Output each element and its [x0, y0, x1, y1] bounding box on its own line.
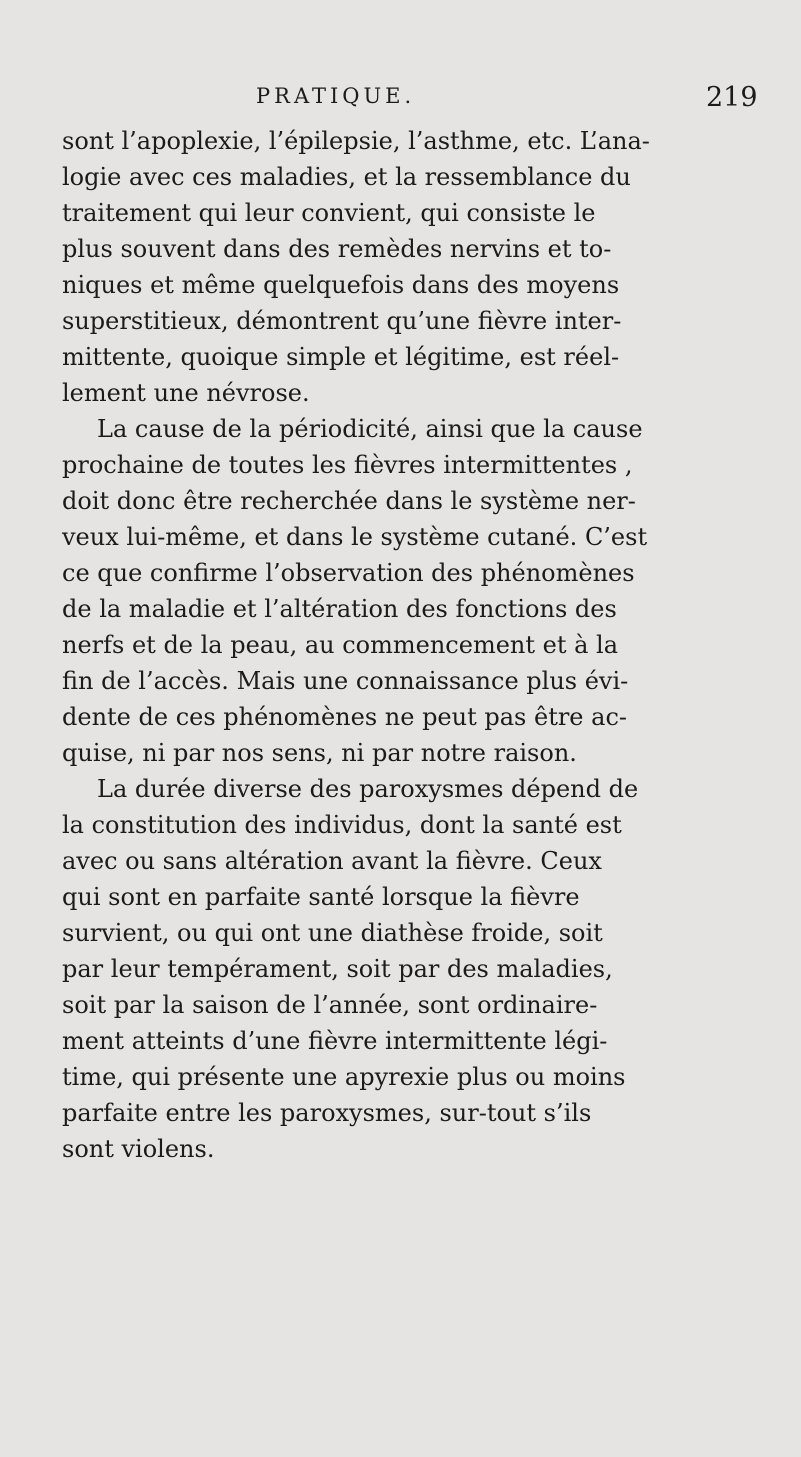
text-line: logie avec ces maladies, et la ressemblance du — [62, 163, 631, 191]
text-line: nerfs et de la peau, au commencement et à la — [62, 631, 619, 659]
text-line: survient, ou qui ont une diathèse froide, soit — [62, 919, 603, 947]
text-line: soit par la saison de l’année, sont ordinaire- — [62, 991, 598, 1019]
text-line: prochaine de toutes les fièvres intermittentes , — [62, 451, 633, 479]
text-line: plus souvent dans des remèdes nervins et to- — [62, 235, 612, 263]
text-line: fin de l’accès. Mais une connaissance plus évi- — [62, 667, 629, 695]
text-line: de la maladie et l’altération des fonctions des — [62, 595, 617, 623]
text-line: time, qui présente une apyrexie plus ou moins — [62, 1063, 626, 1091]
text-line: qui sont en parfaite santé lorsque la fièvre — [62, 883, 580, 911]
text-line: parfaite entre les paroxysmes, sur-tout s’ils — [62, 1099, 592, 1127]
text-line: veux lui-même, et dans le système cutané. C’est — [62, 523, 648, 551]
paragraph-first-line: La durée diverse des paroxysmes dépend de — [97, 775, 639, 803]
text-line: sont violens. — [62, 1135, 215, 1163]
page-number: 219 — [706, 82, 758, 113]
text-line: traitement qui leur convient, qui consiste le — [62, 199, 596, 227]
running-head: PRATIQUE. — [256, 84, 416, 108]
text-line: doit donc être recherchée dans le système ner- — [62, 487, 636, 515]
text-line: ment atteints d’une fièvre intermittente légi- — [62, 1027, 608, 1055]
text-line: par leur tempérament, soit par des maladies, — [62, 955, 613, 983]
text-line: ce que confirme l’observation des phénomènes — [62, 559, 635, 587]
page-header — [0, 82, 801, 122]
text-line: quise, ni par nos sens, ni par notre raison. — [62, 739, 577, 767]
text-line: avec ou sans altération avant la fièvre. Ceux — [62, 847, 602, 875]
text-line: sont l’apoplexie, l’épilepsie, l’asthme, etc. L’ana- — [62, 127, 650, 155]
text-line: dente de ces phénomènes ne peut pas être ac- — [62, 703, 627, 731]
text-line: niques et même quelquefois dans des moyens — [62, 271, 620, 299]
text-line: lement une névrose. — [62, 379, 310, 407]
text-line: superstitieux, démontrent qu’une fièvre inter- — [62, 307, 622, 335]
paragraph-first-line: La cause de la périodicité, ainsi que la cause — [97, 415, 643, 443]
text-line: la constitution des individus, dont la santé est — [62, 811, 622, 839]
text-line: mittente, quoique simple et légitime, est réel- — [62, 343, 620, 371]
